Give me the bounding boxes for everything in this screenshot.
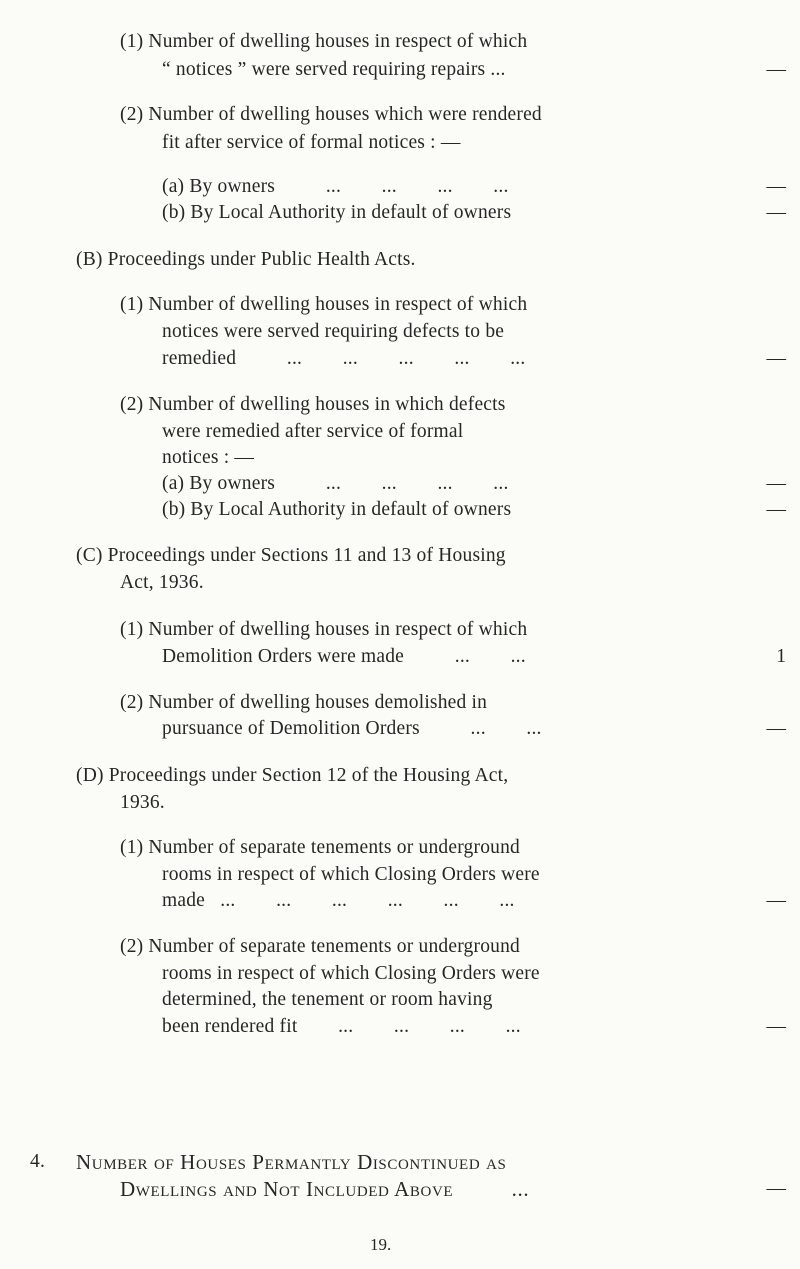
c2-line2: pursuance of Demolition Orders ... ...	[162, 718, 542, 739]
b2-b-value: —	[766, 499, 786, 520]
d2-line2: rooms in respect of which Closing Orders were	[162, 963, 540, 984]
section-4-line2: Dwellings and Not Included Above ...	[120, 1177, 530, 1201]
d1-value: —	[766, 890, 786, 911]
c1-line1: (1) Number of dwelling houses in respect of which	[120, 619, 528, 640]
section-4-value: —	[766, 1178, 786, 1199]
d2-line3: determined, the tenement or room having	[162, 989, 493, 1010]
section-4-number: 4.	[30, 1151, 46, 1172]
a2-b-value: —	[766, 202, 786, 223]
b2-line1: (2) Number of dwelling houses in which defects	[120, 394, 506, 415]
b2-line2: were remedied after service of formal	[162, 421, 464, 442]
section-4-line1: Number of Houses Permantly Discontinued as	[76, 1150, 507, 1174]
a2-line1: (2) Number of dwelling houses which were rendered	[120, 104, 542, 125]
b1-line2: notices were served requiring defects to be	[162, 321, 505, 342]
section-d-heading-line2: 1936.	[120, 792, 165, 813]
a2-a-value: —	[766, 176, 786, 197]
d1-line1: (1) Number of separate tenements or underground	[120, 837, 520, 858]
page-number: 19.	[370, 1235, 392, 1254]
c1-value: 1	[776, 646, 786, 667]
a1-line1: (1) Number of dwelling houses in respect of which	[120, 31, 528, 52]
d1-line3: made ... ... ... ... ... ...	[162, 890, 515, 911]
b1-line1: (1) Number of dwelling houses in respect of which	[120, 294, 528, 315]
b1-line3: remedied ... ... ... ... ...	[162, 348, 526, 369]
c1-line2: Demolition Orders were made ... ...	[162, 646, 526, 667]
section-b-heading: (B) Proceedings under Public Health Acts.	[76, 249, 416, 270]
b2-b-line: (b) By Local Authority in default of owners	[162, 499, 512, 520]
d1-line2: rooms in respect of which Closing Orders were	[162, 864, 540, 885]
b2-a-line: (a) By owners ... ... ... ...	[162, 473, 509, 494]
b2-line3: notices : —	[162, 447, 255, 468]
a2-a-line: (a) By owners ... ... ... ...	[162, 176, 509, 197]
d2-line4: been rendered fit ... ... ... ...	[162, 1016, 521, 1037]
a1-value: —	[766, 59, 786, 80]
b2-a-value: —	[766, 473, 786, 494]
section-d-heading-line1: (D) Proceedings under Section 12 of the Housing Act,	[76, 765, 509, 786]
a2-b-line: (b) By Local Authority in default of owners	[162, 202, 512, 223]
a1-line2: “ notices ” were served requiring repairs ...	[162, 59, 506, 80]
c2-line1: (2) Number of dwelling houses demolished in	[120, 692, 488, 713]
c2-value: —	[766, 718, 786, 739]
b1-value: —	[766, 348, 786, 369]
section-c-heading-line1: (C) Proceedings under Sections 11 and 13 of Housing	[76, 545, 506, 566]
d2-line1: (2) Number of separate tenements or underground	[120, 936, 520, 957]
a2-line2: fit after service of formal notices : —	[162, 132, 461, 153]
d2-value: —	[766, 1016, 786, 1037]
section-c-heading-line2: Act, 1936.	[120, 572, 204, 593]
